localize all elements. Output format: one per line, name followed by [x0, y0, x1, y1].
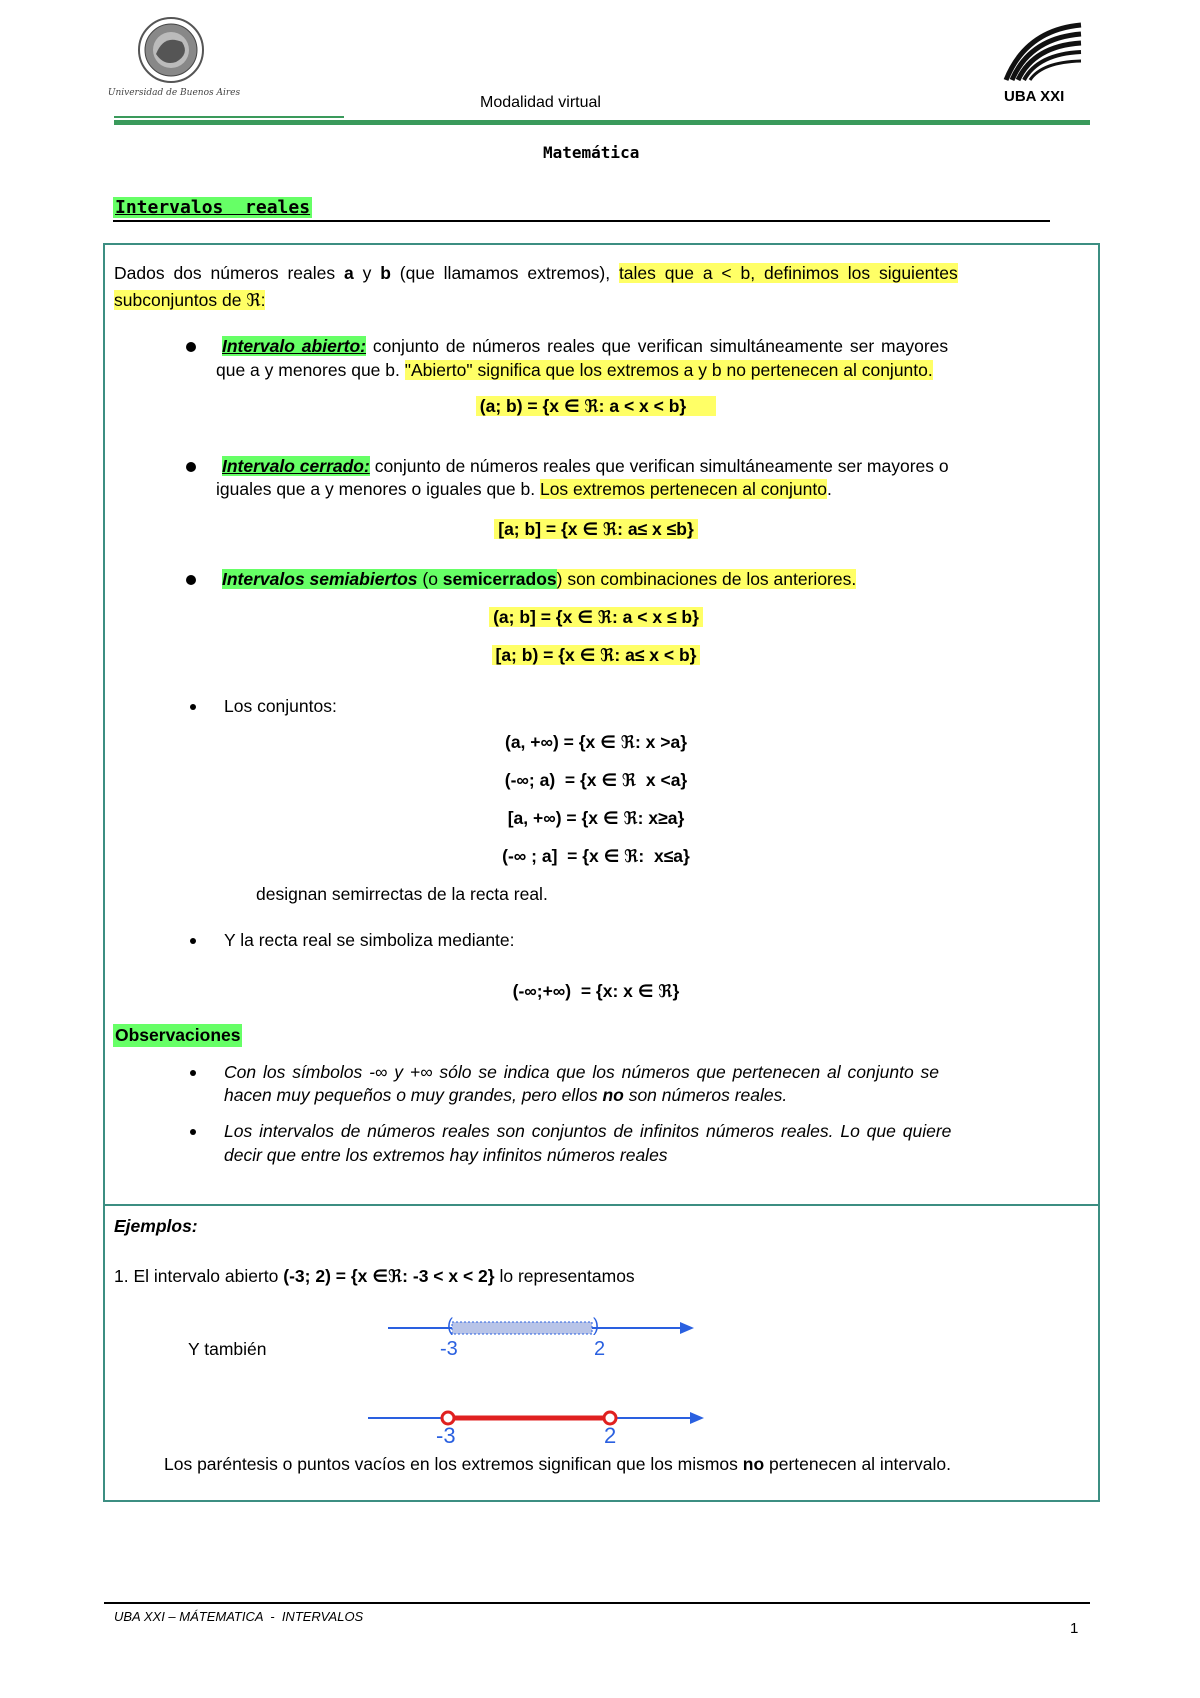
- modality-label: Modalidad virtual: [480, 94, 601, 111]
- also-label: Y también: [188, 1339, 267, 1359]
- section-title: Intervalos reales: [115, 197, 311, 218]
- closed-interval-end: .: [826, 479, 832, 499]
- intro-text2: (que llamamos extremos),: [390, 263, 619, 283]
- intro-y: y: [353, 263, 381, 283]
- uba-xxi-logo: [996, 20, 1086, 110]
- label-2-b: 2: [604, 1423, 617, 1448]
- observation-2-line2: decir que entre los extremos hay infinitos números reales: [224, 1145, 668, 1165]
- intro-a: a: [344, 263, 354, 283]
- closed-interval-term: Intervalo cerrado:: [222, 456, 370, 476]
- examples-title: Ejemplos:: [114, 1216, 198, 1236]
- open-interval-text1: conjunto de números reales que verifican simultáneamente ser mayores: [365, 336, 949, 356]
- label-2: 2: [594, 1338, 606, 1360]
- intro-line1: [114, 262, 1086, 285]
- bullet-icon: [186, 575, 196, 585]
- half-open-text: ) son combinaciones de los anteriores.: [556, 569, 857, 589]
- bullet-icon: [190, 704, 196, 710]
- half-open-paren: (o: [417, 569, 443, 589]
- sets-formula-1: (a, +∞) = {x ∈ ℜ: x >a}: [505, 732, 687, 752]
- open-interval-text2: que a y menores que b.: [216, 360, 405, 380]
- real-line-formula: (-∞;+∞) = {x: x ∈ ℜ}: [512, 981, 680, 1001]
- examples-note-text: Los paréntesis o puntos vacíos en los extremos significan que los mismos: [164, 1454, 743, 1474]
- intro-b: b: [380, 263, 391, 283]
- observation-2-line1: Los intervalos de números reales son conjuntos de infinitos números reales. Lo que quiere: [224, 1121, 952, 1141]
- half-open-formula1: (a; b] = {x ∈ ℜ: a < x ≤ b}: [489, 607, 703, 627]
- header-rule-thin: [114, 116, 344, 118]
- closed-interval-highlight: Los extremos pertenecen al conjunto: [539, 479, 827, 499]
- page-number: 1: [1070, 1620, 1079, 1637]
- sets-designate: designan semirrectas de la recta real.: [256, 884, 548, 904]
- observation-1-end: son números reales.: [623, 1085, 788, 1105]
- open-interval-formula: (a; b) = {x ∈ ℜ: a < x < b}: [476, 396, 716, 416]
- observation-1-line2: [224, 1084, 787, 1107]
- sets-formula-3: [a, +∞) = {x ∈ ℜ: x≥a}: [507, 808, 685, 828]
- example-1: [114, 1265, 635, 1288]
- university-logo: [104, 14, 244, 104]
- intro-highlight1: tales que a < b, definimos los siguientes: [618, 263, 958, 283]
- half-open-formula1-row: [104, 606, 1088, 629]
- observation-1-text: hacen muy pequeños o muy grandes, pero ellos: [224, 1085, 603, 1105]
- footer-rule: [104, 1602, 1090, 1604]
- closed-interval-formula-row: [104, 518, 1088, 541]
- paren-open: (: [447, 1315, 453, 1335]
- sets-intro: Los conjuntos:: [224, 696, 337, 716]
- intro-line2: [114, 289, 265, 312]
- closed-interval-text1: conjunto de números reales que verifican simultáneamente ser mayores o: [369, 456, 949, 476]
- half-open-line: [222, 568, 856, 591]
- examples-note-no: no: [742, 1454, 765, 1474]
- bullet-icon: [190, 1129, 196, 1135]
- sets-formula-2: (-∞; a) = {x ∈ ℜ x <a}: [504, 770, 688, 790]
- open-interval-highlight: "Abierto" significa que los extremos a y b no pertenecen al conjunto.: [404, 360, 933, 380]
- open-interval-line1: [222, 335, 1086, 358]
- uba-xxi-logo-text: UBA XXI: [1004, 88, 1065, 105]
- half-open-formula2: [a; b) = {x ∈ ℜ: a≤ x < b}: [492, 645, 701, 665]
- intro-highlight2: subconjuntos de ℜ:: [114, 290, 266, 310]
- half-open-term2: semicerrados: [442, 569, 557, 589]
- real-line-intro: Y la recta real se simboliza mediante:: [224, 930, 515, 950]
- intro-text: Dados dos números reales: [114, 263, 344, 283]
- paren-close: ): [593, 1315, 599, 1335]
- closed-interval-formula: [a; b] = {x ∈ ℜ: a≤ x ≤b}: [494, 519, 698, 539]
- observation-1-no: no: [602, 1085, 624, 1105]
- closed-interval-line2: [216, 478, 832, 501]
- observation-1-line1: Con los símbolos -∞ y +∞ sólo se indica que los números que pertenecen al conjunto se: [224, 1062, 940, 1082]
- bullet-icon: [190, 1070, 196, 1076]
- observations-title: Observaciones: [115, 1025, 241, 1045]
- sets-formula-4: (-∞ ; a] = {x ∈ ℜ: x≤a}: [502, 846, 690, 866]
- examples-note: [164, 1453, 951, 1476]
- label-minus-3: -3: [440, 1338, 458, 1360]
- example-1-text: 1. El intervalo abierto: [114, 1266, 284, 1286]
- university-logo-text: Universidad de Buenos Aires: [107, 88, 241, 98]
- number-line-open-points: [360, 1400, 710, 1440]
- subject-title: Matemática: [543, 143, 640, 162]
- open-interval-term: Intervalo abierto:: [222, 336, 366, 356]
- section-title-rule: [113, 220, 1050, 222]
- closed-interval-text2: iguales que a y menores o iguales que b.: [216, 479, 540, 499]
- label-minus-3-b: -3: [436, 1423, 456, 1448]
- bullet-icon: [186, 462, 196, 472]
- examples-note-end: pertenecen al intervalo.: [764, 1454, 951, 1474]
- header-rule: [114, 120, 1090, 125]
- footer-text: UBA XXI – MÁTEMATICA - INTERVALOS: [114, 1609, 364, 1624]
- half-open-term: Intervalos semiabiertos: [222, 569, 418, 589]
- example-1-end: lo representamos: [494, 1266, 635, 1286]
- number-line-parentheses: [380, 1310, 700, 1370]
- bullet-icon: [190, 938, 196, 944]
- open-interval-formula-row: [104, 395, 1088, 418]
- bullet-icon: [186, 342, 196, 352]
- open-interval-line2: [216, 359, 933, 382]
- closed-interval-line1: [222, 455, 949, 478]
- half-open-formula2-row: [104, 644, 1088, 667]
- example-1-formula: (-3; 2) = {x ∈ℜ: -3 < x < 2}: [283, 1266, 495, 1286]
